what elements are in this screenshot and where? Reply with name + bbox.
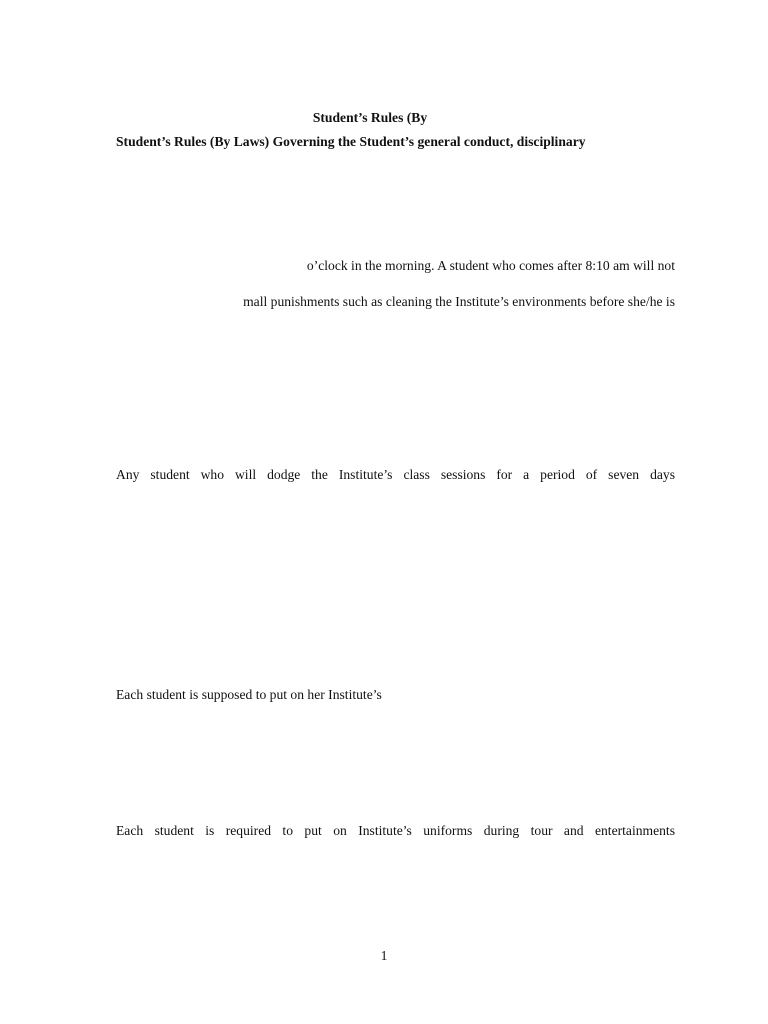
body-line-1: o’clock in the morning. A student who comes after 8:10 am will not: [306, 258, 675, 273]
heading-short: Student’s Rules (By: [312, 110, 428, 125]
body-line-5: Each student is required to put on Institute’s uniforms during tour and entertainments: [116, 823, 675, 838]
body-line-4: Each student is supposed to put on her Institute’s: [116, 687, 382, 702]
body-line-2: mall punishments such as cleaning the Institute’s environments before she/he is: [243, 294, 675, 309]
heading-full: Student’s Rules (By Laws) Governing the Student’s general conduct, disciplinary: [116, 134, 586, 149]
page-number: 1: [380, 948, 388, 963]
body-line-3: Any student who will dodge the Institute’s class sessions for a period of seven days: [116, 467, 675, 482]
